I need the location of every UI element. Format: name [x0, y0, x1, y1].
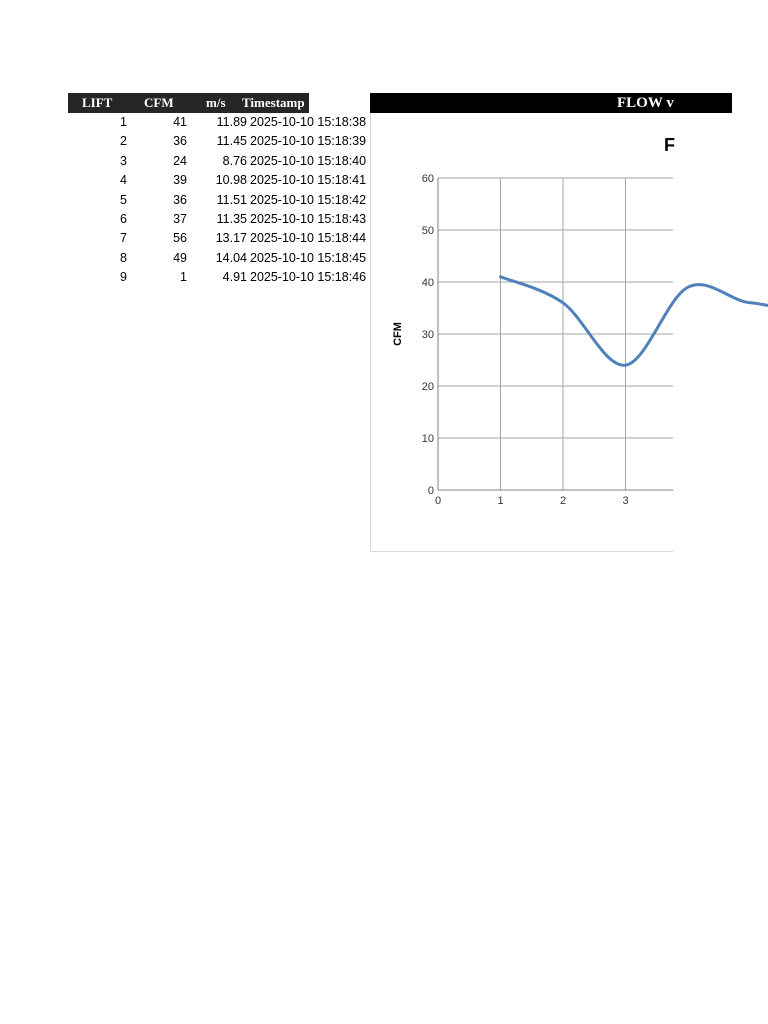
cell-ms[interactable]: 13.17: [215, 231, 247, 246]
header-ms[interactable]: m/s: [206, 95, 226, 110]
chart-banner: [370, 93, 732, 113]
cell-timestamp[interactable]: 2025-10-10 15:18:40: [250, 153, 367, 168]
cell-timestamp[interactable]: 2025-10-10 15:18:46: [250, 270, 367, 285]
y-tick-label: 50: [421, 225, 434, 237]
cell-ms[interactable]: 4.91: [222, 270, 247, 285]
x-tick-label: 3: [622, 495, 629, 507]
cell-timestamp[interactable]: 2025-10-10 15:18:41: [250, 173, 367, 188]
cell-cfm[interactable]: 39: [173, 173, 187, 188]
cell-cfm[interactable]: 36: [173, 134, 187, 149]
table-body: [68, 113, 368, 288]
cell-cfm[interactable]: 36: [173, 192, 187, 207]
table-row[interactable]: [68, 210, 368, 229]
cell-timestamp[interactable]: 2025-10-10 15:18:38: [250, 115, 367, 129]
x-tick-label: 0: [434, 495, 442, 507]
x-tick-label: 1: [497, 495, 504, 507]
table-row[interactable]: [68, 171, 368, 190]
cell-ms[interactable]: 10.98: [215, 173, 247, 188]
banner-title: FLOW v: [617, 95, 674, 111]
cell-timestamp[interactable]: 2025-10-10 15:18:43: [250, 211, 367, 226]
y-tick-label: 30: [421, 329, 434, 341]
cell-cfm[interactable]: 24: [173, 153, 187, 168]
cell-ms[interactable]: 11.45: [216, 134, 247, 149]
cell-lift[interactable]: 3: [120, 153, 127, 168]
data-table: [68, 93, 368, 288]
chart-area[interactable]: [370, 113, 673, 552]
cell-lift[interactable]: 9: [120, 270, 127, 285]
cell-ms[interactable]: 11.89: [216, 115, 247, 129]
cell-lift[interactable]: 7: [120, 231, 127, 246]
cell-ms[interactable]: 11.51: [216, 192, 247, 207]
y-tick-label: 60: [421, 173, 434, 185]
cell-timestamp[interactable]: 2025-10-10 15:18:45: [250, 250, 367, 265]
table-row[interactable]: [68, 268, 368, 287]
cell-lift[interactable]: 6: [120, 211, 127, 226]
cell-cfm[interactable]: 37: [173, 211, 187, 226]
table-row[interactable]: [68, 229, 368, 248]
y-tick-label: 40: [421, 277, 434, 289]
table-row[interactable]: [68, 132, 368, 151]
header-lift[interactable]: LIFT: [82, 95, 113, 110]
header-cfm[interactable]: CFM: [144, 95, 174, 110]
table-header: [68, 93, 309, 113]
cell-ms[interactable]: 11.35: [216, 211, 247, 226]
cell-cfm[interactable]: 56: [173, 231, 187, 246]
cell-cfm[interactable]: 49: [173, 250, 187, 265]
series-line: [501, 193, 768, 485]
y-tick-label: 20: [421, 381, 434, 393]
cell-cfm[interactable]: 41: [173, 115, 187, 129]
cell-timestamp[interactable]: 2025-10-10 15:18:44: [250, 231, 367, 246]
cell-cfm[interactable]: 1: [180, 270, 187, 285]
cell-lift[interactable]: 2: [120, 134, 127, 149]
line-chart: [371, 113, 673, 551]
y-tick-label: 10: [421, 433, 434, 445]
table-row[interactable]: [68, 249, 368, 268]
cell-timestamp[interactable]: 2025-10-10 15:18:39: [250, 134, 367, 149]
cell-ms[interactable]: 14.04: [215, 250, 247, 265]
cell-ms[interactable]: 8.76: [222, 153, 247, 168]
cell-timestamp[interactable]: 2025-10-10 15:18:42: [250, 192, 367, 207]
cell-lift[interactable]: 4: [120, 173, 127, 188]
cell-lift[interactable]: 1: [120, 115, 127, 129]
table-row[interactable]: [68, 113, 368, 132]
table-row[interactable]: [68, 152, 368, 171]
cell-lift[interactable]: 8: [120, 250, 127, 265]
cell-lift[interactable]: 5: [120, 192, 127, 207]
header-timestamp[interactable]: Timestamp: [242, 95, 305, 110]
y-axis-label: CFM: [392, 322, 404, 346]
table-row[interactable]: [68, 191, 368, 210]
chart-title: F: [664, 135, 675, 155]
x-tick-label: 2: [559, 495, 567, 507]
y-tick-label: 0: [427, 485, 434, 497]
